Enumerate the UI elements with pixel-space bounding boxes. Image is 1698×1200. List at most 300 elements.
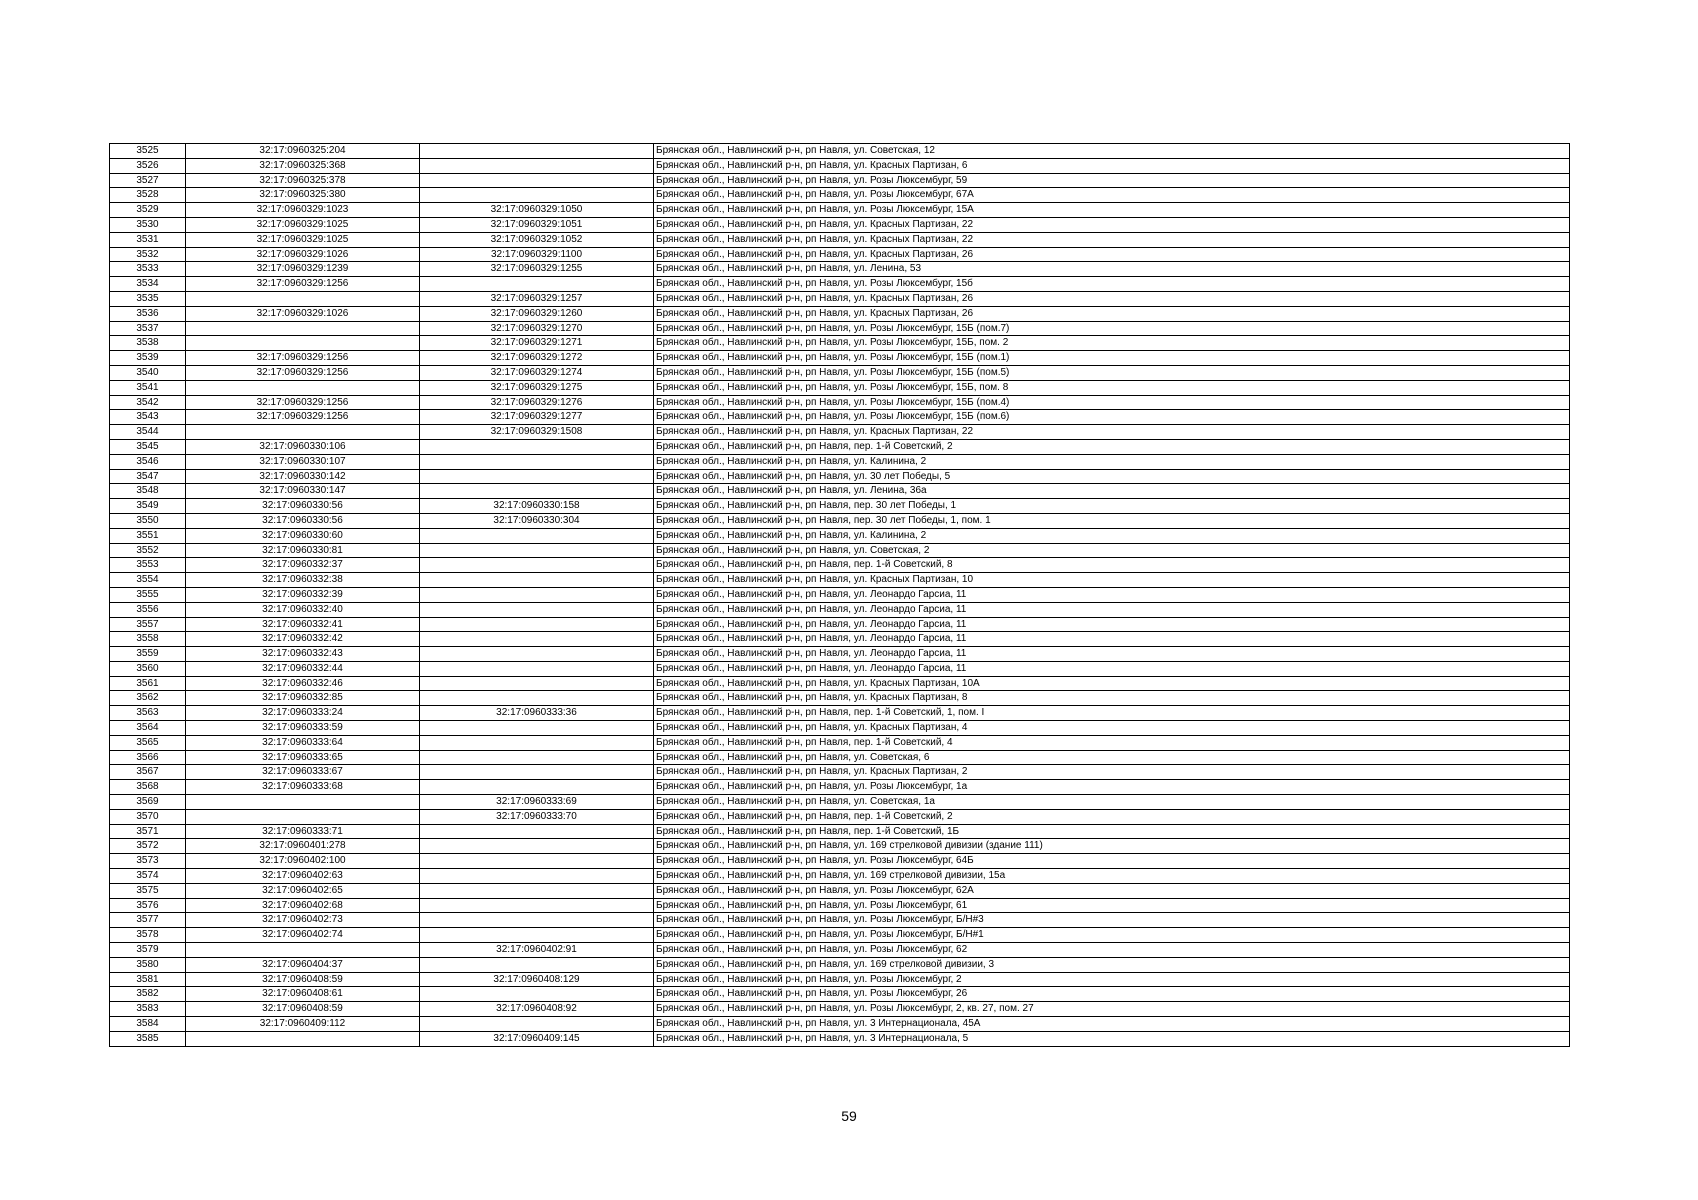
- property-registry-table: [109, 143, 1570, 1047]
- address-cell: Брянская обл., Навлинский р-н, рп Навля, ул. Советская, 1а: [654, 795, 1570, 810]
- row-number-cell: 3560: [110, 661, 186, 676]
- row-number-cell: 3561: [110, 676, 186, 691]
- table-row: [110, 647, 1570, 662]
- row-number-cell: 3538: [110, 336, 186, 351]
- table-row: [110, 173, 1570, 188]
- row-number-cell: 3577: [110, 913, 186, 928]
- row-number-cell: 3580: [110, 957, 186, 972]
- row-number-cell: 3566: [110, 750, 186, 765]
- cadastral-number-cell: 32:17:0960329:1256: [186, 351, 420, 366]
- table-row: [110, 735, 1570, 750]
- address-cell: Брянская обл., Навлинский р-н, рп Навля, ул. Розы Люксембург, 61: [654, 898, 1570, 913]
- linked-cadastral-number-cell: 32:17:0960329:1508: [420, 425, 654, 440]
- row-number-cell: 3539: [110, 351, 186, 366]
- cadastral-number-cell: 32:17:0960329:1023: [186, 203, 420, 218]
- table-row: [110, 809, 1570, 824]
- address-cell: Брянская обл., Навлинский р-н, рп Навля, ул. Советская, 2: [654, 543, 1570, 558]
- linked-cadastral-number-cell: 32:17:0960329:1274: [420, 365, 654, 380]
- table-row: [110, 869, 1570, 884]
- row-number-cell: 3529: [110, 203, 186, 218]
- table-row: [110, 676, 1570, 691]
- address-cell: Брянская обл., Навлинский р-н, рп Навля, ул. Розы Люксембург, 62А: [654, 883, 1570, 898]
- linked-cadastral-number-cell: 32:17:0960329:1260: [420, 306, 654, 321]
- cadastral-number-cell: [186, 380, 420, 395]
- address-cell: Брянская обл., Навлинский р-н, рп Навля, ул. 3 Интернационала, 5: [654, 1031, 1570, 1046]
- linked-cadastral-number-cell: 32:17:0960329:1051: [420, 217, 654, 232]
- row-number-cell: 3528: [110, 188, 186, 203]
- linked-cadastral-number-cell: 32:17:0960329:1275: [420, 380, 654, 395]
- table-row: [110, 558, 1570, 573]
- cadastral-number-cell: 32:17:0960408:59: [186, 1002, 420, 1017]
- row-number-cell: 3567: [110, 765, 186, 780]
- linked-cadastral-number-cell: 32:17:0960330:158: [420, 499, 654, 514]
- linked-cadastral-number-cell: [420, 158, 654, 173]
- linked-cadastral-number-cell: [420, 573, 654, 588]
- address-cell: Брянская обл., Навлинский р-н, рп Навля, ул. Ленина, 36а: [654, 484, 1570, 499]
- linked-cadastral-number-cell: 32:17:0960408:92: [420, 1002, 654, 1017]
- cadastral-number-cell: 32:17:0960332:40: [186, 602, 420, 617]
- row-number-cell: 3569: [110, 795, 186, 810]
- row-number-cell: 3551: [110, 528, 186, 543]
- address-cell: Брянская обл., Навлинский р-н, рп Навля, ул. Красных Партизан, 4: [654, 721, 1570, 736]
- linked-cadastral-number-cell: [420, 987, 654, 1002]
- address-cell: Брянская обл., Навлинский р-н, рп Навля, ул. Розы Люксембург, 15Б (пом.6): [654, 410, 1570, 425]
- linked-cadastral-number-cell: [420, 587, 654, 602]
- row-number-cell: 3584: [110, 1017, 186, 1032]
- linked-cadastral-number-cell: [420, 691, 654, 706]
- table-row: [110, 854, 1570, 869]
- row-number-cell: 3542: [110, 395, 186, 410]
- address-cell: Брянская обл., Навлинский р-н, рп Навля, ул. 169 стрелковой дивизии, 15а: [654, 869, 1570, 884]
- address-cell: Брянская обл., Навлинский р-н, рп Навля, ул. Советская, 6: [654, 750, 1570, 765]
- cadastral-number-cell: 32:17:0960325:380: [186, 188, 420, 203]
- address-cell: Брянская обл., Навлинский р-н, рп Навля, ул. Красных Партизан, 8: [654, 691, 1570, 706]
- address-cell: Брянская обл., Навлинский р-н, рп Навля, ул. Розы Люксембург, 2: [654, 972, 1570, 987]
- address-cell: Брянская обл., Навлинский р-н, рп Навля, ул. Розы Люксембург, 15А: [654, 203, 1570, 218]
- address-cell: Брянская обл., Навлинский р-н, рп Навля, ул. Красных Партизан, 26: [654, 306, 1570, 321]
- address-cell: Брянская обл., Навлинский р-н, рп Навля, ул. Розы Люксембург, 15б: [654, 277, 1570, 292]
- cadastral-number-cell: 32:17:0960402:100: [186, 854, 420, 869]
- linked-cadastral-number-cell: 32:17:0960329:1050: [420, 203, 654, 218]
- row-number-cell: 3535: [110, 291, 186, 306]
- row-number-cell: 3540: [110, 365, 186, 380]
- address-cell: Брянская обл., Навлинский р-н, рп Навля, ул. 3 Интернационала, 45А: [654, 1017, 1570, 1032]
- linked-cadastral-number-cell: [420, 558, 654, 573]
- cadastral-number-cell: 32:17:0960332:44: [186, 661, 420, 676]
- cadastral-number-cell: [186, 321, 420, 336]
- address-cell: Брянская обл., Навлинский р-н, рп Навля, пер. 1-й Советский, 8: [654, 558, 1570, 573]
- table-row: [110, 499, 1570, 514]
- cadastral-number-cell: 32:17:0960402:73: [186, 913, 420, 928]
- address-cell: Брянская обл., Навлинский р-н, рп Навля, ул. 169 стрелковой дивизии, 3: [654, 957, 1570, 972]
- address-cell: Брянская обл., Навлинский р-н, рп Навля, ул. Розы Люксембург, 15Б (пом.1): [654, 351, 1570, 366]
- address-cell: Брянская обл., Навлинский р-н, рп Навля, ул. Розы Люксембург, 15Б, пом. 2: [654, 336, 1570, 351]
- table-row: [110, 484, 1570, 499]
- table-row: [110, 336, 1570, 351]
- table-row: [110, 543, 1570, 558]
- cadastral-number-cell: 32:17:0960333:64: [186, 735, 420, 750]
- row-number-cell: 3541: [110, 380, 186, 395]
- row-number-cell: 3562: [110, 691, 186, 706]
- row-number-cell: 3578: [110, 928, 186, 943]
- linked-cadastral-number-cell: [420, 602, 654, 617]
- row-number-cell: 3525: [110, 144, 186, 159]
- row-number-cell: 3543: [110, 410, 186, 425]
- table-row: [110, 573, 1570, 588]
- table-row: [110, 957, 1570, 972]
- table-row: [110, 721, 1570, 736]
- row-number-cell: 3549: [110, 499, 186, 514]
- row-number-cell: 3573: [110, 854, 186, 869]
- row-number-cell: 3554: [110, 573, 186, 588]
- row-number-cell: 3563: [110, 706, 186, 721]
- address-cell: Брянская обл., Навлинский р-н, рп Навля, ул. Красных Партизан, 26: [654, 291, 1570, 306]
- linked-cadastral-number-cell: [420, 277, 654, 292]
- linked-cadastral-number-cell: [420, 913, 654, 928]
- address-cell: Брянская обл., Навлинский р-н, рп Навля, ул. Розы Люксембург, 62: [654, 943, 1570, 958]
- table-row: [110, 277, 1570, 292]
- table-row: [110, 513, 1570, 528]
- cadastral-number-cell: 32:17:0960332:46: [186, 676, 420, 691]
- table-row: [110, 262, 1570, 277]
- row-number-cell: 3537: [110, 321, 186, 336]
- linked-cadastral-number-cell: 32:17:0960333:69: [420, 795, 654, 810]
- cadastral-number-cell: 32:17:0960325:204: [186, 144, 420, 159]
- linked-cadastral-number-cell: [420, 469, 654, 484]
- address-cell: Брянская обл., Навлинский р-н, рп Навля, ул. Розы Люксембург, 64Б: [654, 854, 1570, 869]
- table-row: [110, 1002, 1570, 1017]
- linked-cadastral-number-cell: [420, 735, 654, 750]
- row-number-cell: 3526: [110, 158, 186, 173]
- address-cell: Брянская обл., Навлинский р-н, рп Навля, пер. 1-й Советский, 2: [654, 439, 1570, 454]
- cadastral-number-cell: 32:17:0960330:60: [186, 528, 420, 543]
- row-number-cell: 3570: [110, 809, 186, 824]
- address-cell: Брянская обл., Навлинский р-н, рп Навля, ул. Красных Партизан, 10: [654, 573, 1570, 588]
- cadastral-number-cell: 32:17:0960332:37: [186, 558, 420, 573]
- cadastral-number-cell: 32:17:0960330:107: [186, 454, 420, 469]
- row-number-cell: 3556: [110, 602, 186, 617]
- table-row: [110, 632, 1570, 647]
- address-cell: Брянская обл., Навлинский р-н, рп Навля, пер. 1-й Советский, 1, пом. I: [654, 706, 1570, 721]
- table-row: [110, 691, 1570, 706]
- linked-cadastral-number-cell: [420, 173, 654, 188]
- address-cell: Брянская обл., Навлинский р-н, рп Навля, ул. Розы Люксембург, 15Б, пом. 8: [654, 380, 1570, 395]
- cadastral-number-cell: 32:17:0960330:81: [186, 543, 420, 558]
- address-cell: Брянская обл., Навлинский р-н, рп Навля, ул. Розы Люксембург, 15Б (пом.4): [654, 395, 1570, 410]
- address-cell: Брянская обл., Навлинский р-н, рп Навля, ул. Красных Партизан, 6: [654, 158, 1570, 173]
- linked-cadastral-number-cell: [420, 765, 654, 780]
- cadastral-number-cell: 32:17:0960329:1025: [186, 217, 420, 232]
- address-cell: Брянская обл., Навлинский р-н, рп Навля, ул. Красных Партизан, 26: [654, 247, 1570, 262]
- linked-cadastral-number-cell: [420, 647, 654, 662]
- linked-cadastral-number-cell: 32:17:0960333:70: [420, 809, 654, 824]
- address-cell: Брянская обл., Навлинский р-н, рп Навля, ул. Розы Люксембург, 59: [654, 173, 1570, 188]
- linked-cadastral-number-cell: [420, 484, 654, 499]
- cadastral-number-cell: 32:17:0960329:1256: [186, 410, 420, 425]
- cadastral-number-cell: 32:17:0960333:71: [186, 824, 420, 839]
- table-row: [110, 765, 1570, 780]
- linked-cadastral-number-cell: [420, 898, 654, 913]
- table-row: [110, 321, 1570, 336]
- cadastral-number-cell: [186, 943, 420, 958]
- row-number-cell: 3583: [110, 1002, 186, 1017]
- row-number-cell: 3545: [110, 439, 186, 454]
- linked-cadastral-number-cell: [420, 839, 654, 854]
- row-number-cell: 3571: [110, 824, 186, 839]
- linked-cadastral-number-cell: 32:17:0960329:1255: [420, 262, 654, 277]
- cadastral-number-cell: [186, 1031, 420, 1046]
- linked-cadastral-number-cell: [420, 632, 654, 647]
- row-number-cell: 3547: [110, 469, 186, 484]
- cadastral-number-cell: 32:17:0960330:147: [186, 484, 420, 499]
- address-cell: Брянская обл., Навлинский р-н, рп Навля, пер. 30 лет Победы, 1: [654, 499, 1570, 514]
- table-row: [110, 602, 1570, 617]
- table-row: [110, 232, 1570, 247]
- row-number-cell: 3575: [110, 883, 186, 898]
- row-number-cell: 3536: [110, 306, 186, 321]
- address-cell: Брянская обл., Навлинский р-н, рп Навля, ул. Красных Партизан, 22: [654, 425, 1570, 440]
- table-row: [110, 839, 1570, 854]
- linked-cadastral-number-cell: [420, 854, 654, 869]
- cadastral-number-cell: 32:17:0960329:1256: [186, 277, 420, 292]
- cadastral-number-cell: 32:17:0960402:65: [186, 883, 420, 898]
- page-number: 59: [841, 1108, 857, 1124]
- cadastral-number-cell: 32:17:0960401:278: [186, 839, 420, 854]
- row-number-cell: 3546: [110, 454, 186, 469]
- linked-cadastral-number-cell: [420, 188, 654, 203]
- table-row: [110, 306, 1570, 321]
- linked-cadastral-number-cell: [420, 676, 654, 691]
- linked-cadastral-number-cell: [420, 144, 654, 159]
- table-row: [110, 1031, 1570, 1046]
- cadastral-number-cell: 32:17:0960329:1025: [186, 232, 420, 247]
- linked-cadastral-number-cell: [420, 528, 654, 543]
- table-row: [110, 587, 1570, 602]
- row-number-cell: 3559: [110, 647, 186, 662]
- linked-cadastral-number-cell: [420, 869, 654, 884]
- linked-cadastral-number-cell: [420, 454, 654, 469]
- row-number-cell: 3568: [110, 780, 186, 795]
- linked-cadastral-number-cell: [420, 824, 654, 839]
- address-cell: Брянская обл., Навлинский р-н, рп Навля, ул. Леонардо Гарсиа, 11: [654, 602, 1570, 617]
- registry-table-body: [110, 144, 1570, 1047]
- address-cell: Брянская обл., Навлинский р-н, рп Навля, ул. Красных Партизан, 10А: [654, 676, 1570, 691]
- address-cell: Брянская обл., Навлинский р-н, рп Навля, ул. Калинина, 2: [654, 454, 1570, 469]
- linked-cadastral-number-cell: [420, 721, 654, 736]
- address-cell: Брянская обл., Навлинский р-н, рп Навля, ул. Калинина, 2: [654, 528, 1570, 543]
- table-row: [110, 380, 1570, 395]
- address-cell: Брянская обл., Навлинский р-н, рп Навля, ул. Красных Партизан, 22: [654, 232, 1570, 247]
- address-cell: Брянская обл., Навлинский р-н, рп Навля, ул. Красных Партизан, 22: [654, 217, 1570, 232]
- table-row: [110, 247, 1570, 262]
- table-row: [110, 913, 1570, 928]
- row-number-cell: 3572: [110, 839, 186, 854]
- address-cell: Брянская обл., Навлинский р-н, рп Навля, пер. 1-й Советский, 2: [654, 809, 1570, 824]
- linked-cadastral-number-cell: 32:17:0960329:1270: [420, 321, 654, 336]
- cadastral-number-cell: 32:17:0960329:1026: [186, 247, 420, 262]
- linked-cadastral-number-cell: [420, 617, 654, 632]
- address-cell: Брянская обл., Навлинский р-н, рп Навля, ул. Розы Люксембург, Б/Н#3: [654, 913, 1570, 928]
- table-row: [110, 706, 1570, 721]
- cadastral-number-cell: 32:17:0960402:68: [186, 898, 420, 913]
- linked-cadastral-number-cell: 32:17:0960329:1100: [420, 247, 654, 262]
- address-cell: Брянская обл., Навлинский р-н, рп Навля, ул. Розы Люксембург, 2, кв. 27, пом. 27: [654, 1002, 1570, 1017]
- linked-cadastral-number-cell: 32:17:0960408:129: [420, 972, 654, 987]
- address-cell: Брянская обл., Навлинский р-н, рп Навля, пер. 1-й Советский, 4: [654, 735, 1570, 750]
- row-number-cell: 3585: [110, 1031, 186, 1046]
- table-row: [110, 824, 1570, 839]
- address-cell: Брянская обл., Навлинский р-н, рп Навля, ул. Розы Люксембург, 26: [654, 987, 1570, 1002]
- address-cell: Брянская обл., Навлинский р-н, рп Навля, ул. Розы Люксембург, 15Б (пом.7): [654, 321, 1570, 336]
- address-cell: Брянская обл., Навлинский р-н, рп Навля, ул. Леонардо Гарсиа, 11: [654, 661, 1570, 676]
- address-cell: Брянская обл., Навлинский р-н, рп Навля, ул. Леонардо Гарсиа, 11: [654, 587, 1570, 602]
- linked-cadastral-number-cell: 32:17:0960329:1277: [420, 410, 654, 425]
- cadastral-number-cell: [186, 291, 420, 306]
- row-number-cell: 3534: [110, 277, 186, 292]
- row-number-cell: 3582: [110, 987, 186, 1002]
- cadastral-number-cell: 32:17:0960408:59: [186, 972, 420, 987]
- cadastral-number-cell: 32:17:0960408:61: [186, 987, 420, 1002]
- linked-cadastral-number-cell: 32:17:0960329:1271: [420, 336, 654, 351]
- cadastral-number-cell: 32:17:0960329:1256: [186, 365, 420, 380]
- linked-cadastral-number-cell: [420, 883, 654, 898]
- table-row: [110, 351, 1570, 366]
- linked-cadastral-number-cell: [420, 957, 654, 972]
- table-row: [110, 188, 1570, 203]
- row-number-cell: 3548: [110, 484, 186, 499]
- linked-cadastral-number-cell: 32:17:0960333:36: [420, 706, 654, 721]
- address-cell: Брянская обл., Навлинский р-н, рп Навля, ул. Леонардо Гарсиа, 11: [654, 617, 1570, 632]
- address-cell: Брянская обл., Навлинский р-н, рп Навля, ул. Розы Люксембург, 1а: [654, 780, 1570, 795]
- linked-cadastral-number-cell: [420, 1017, 654, 1032]
- address-cell: Брянская обл., Навлинский р-н, рп Навля, ул. Ленина, 53: [654, 262, 1570, 277]
- cadastral-number-cell: 32:17:0960402:63: [186, 869, 420, 884]
- row-number-cell: 3527: [110, 173, 186, 188]
- address-cell: Брянская обл., Навлинский р-н, рп Навля, ул. Розы Люксембург, 67А: [654, 188, 1570, 203]
- table-row: [110, 661, 1570, 676]
- row-number-cell: 3564: [110, 721, 186, 736]
- cadastral-number-cell: [186, 425, 420, 440]
- linked-cadastral-number-cell: 32:17:0960329:1052: [420, 232, 654, 247]
- linked-cadastral-number-cell: 32:17:0960402:91: [420, 943, 654, 958]
- address-cell: Брянская обл., Навлинский р-н, рп Навля, пер. 30 лет Победы, 1, пом. 1: [654, 513, 1570, 528]
- linked-cadastral-number-cell: [420, 928, 654, 943]
- cadastral-number-cell: 32:17:0960330:56: [186, 499, 420, 514]
- row-number-cell: 3533: [110, 262, 186, 277]
- table-row: [110, 972, 1570, 987]
- linked-cadastral-number-cell: 32:17:0960329:1257: [420, 291, 654, 306]
- cadastral-number-cell: 32:17:0960333:24: [186, 706, 420, 721]
- table-row: [110, 410, 1570, 425]
- row-number-cell: 3574: [110, 869, 186, 884]
- table-row: [110, 439, 1570, 454]
- cadastral-number-cell: 32:17:0960332:43: [186, 647, 420, 662]
- table-row: [110, 928, 1570, 943]
- table-row: [110, 395, 1570, 410]
- linked-cadastral-number-cell: 32:17:0960330:304: [420, 513, 654, 528]
- table-row: [110, 943, 1570, 958]
- row-number-cell: 3553: [110, 558, 186, 573]
- linked-cadastral-number-cell: 32:17:0960329:1272: [420, 351, 654, 366]
- row-number-cell: 3565: [110, 735, 186, 750]
- linked-cadastral-number-cell: [420, 780, 654, 795]
- table-row: [110, 291, 1570, 306]
- cadastral-number-cell: 32:17:0960332:41: [186, 617, 420, 632]
- table-row: [110, 425, 1570, 440]
- cadastral-number-cell: 32:17:0960325:378: [186, 173, 420, 188]
- row-number-cell: 3581: [110, 972, 186, 987]
- table-row: [110, 987, 1570, 1002]
- address-cell: Брянская обл., Навлинский р-н, рп Навля, ул. Розы Люксембург, 15Б (пом.5): [654, 365, 1570, 380]
- cadastral-number-cell: [186, 336, 420, 351]
- cadastral-number-cell: 32:17:0960332:42: [186, 632, 420, 647]
- table-row: [110, 528, 1570, 543]
- address-cell: Брянская обл., Навлинский р-н, рп Навля, ул. Леонардо Гарсиа, 11: [654, 632, 1570, 647]
- address-cell: Брянская обл., Навлинский р-н, рп Навля, пер. 1-й Советский, 1Б: [654, 824, 1570, 839]
- address-cell: Брянская обл., Навлинский р-н, рп Навля, ул. Красных Партизан, 2: [654, 765, 1570, 780]
- table-row: [110, 454, 1570, 469]
- table-row: [110, 617, 1570, 632]
- cadastral-number-cell: 32:17:0960333:59: [186, 721, 420, 736]
- cadastral-number-cell: [186, 809, 420, 824]
- address-cell: Брянская обл., Навлинский р-н, рп Навля, ул. 169 стрелковой дивизии (здание 111): [654, 839, 1570, 854]
- linked-cadastral-number-cell: [420, 661, 654, 676]
- row-number-cell: 3557: [110, 617, 186, 632]
- table-row: [110, 795, 1570, 810]
- row-number-cell: 3579: [110, 943, 186, 958]
- table-row: [110, 898, 1570, 913]
- table-row: [110, 883, 1570, 898]
- cadastral-number-cell: 32:17:0960332:39: [186, 587, 420, 602]
- cadastral-number-cell: 32:17:0960330:56: [186, 513, 420, 528]
- cadastral-number-cell: 32:17:0960332:38: [186, 573, 420, 588]
- cadastral-number-cell: 32:17:0960329:1026: [186, 306, 420, 321]
- cadastral-number-cell: 32:17:0960402:74: [186, 928, 420, 943]
- table-row: [110, 469, 1570, 484]
- cadastral-number-cell: 32:17:0960329:1256: [186, 395, 420, 410]
- row-number-cell: 3558: [110, 632, 186, 647]
- address-cell: Брянская обл., Навлинский р-н, рп Навля, ул. Леонардо Гарсиа, 11: [654, 647, 1570, 662]
- row-number-cell: 3576: [110, 898, 186, 913]
- cadastral-number-cell: 32:17:0960325:368: [186, 158, 420, 173]
- address-cell: Брянская обл., Навлинский р-н, рп Навля, ул. Розы Люксембург, Б/Н#1: [654, 928, 1570, 943]
- address-cell: Брянская обл., Навлинский р-н, рп Навля, ул. 30 лет Победы, 5: [654, 469, 1570, 484]
- table-row: [110, 144, 1570, 159]
- cadastral-number-cell: 32:17:0960333:68: [186, 780, 420, 795]
- row-number-cell: 3532: [110, 247, 186, 262]
- cadastral-number-cell: [186, 795, 420, 810]
- cadastral-number-cell: 32:17:0960333:67: [186, 765, 420, 780]
- linked-cadastral-number-cell: [420, 750, 654, 765]
- table-row: [110, 158, 1570, 173]
- table-row: [110, 780, 1570, 795]
- row-number-cell: 3544: [110, 425, 186, 440]
- address-cell: Брянская обл., Навлинский р-н, рп Навля, ул. Советская, 12: [654, 144, 1570, 159]
- cadastral-number-cell: 32:17:0960330:106: [186, 439, 420, 454]
- row-number-cell: 3555: [110, 587, 186, 602]
- row-number-cell: 3552: [110, 543, 186, 558]
- cadastral-number-cell: 32:17:0960404:37: [186, 957, 420, 972]
- cadastral-number-cell: 32:17:0960333:65: [186, 750, 420, 765]
- linked-cadastral-number-cell: [420, 543, 654, 558]
- row-number-cell: 3550: [110, 513, 186, 528]
- cadastral-number-cell: 32:17:0960330:142: [186, 469, 420, 484]
- cadastral-number-cell: 32:17:0960409:112: [186, 1017, 420, 1032]
- cadastral-number-cell: 32:17:0960332:85: [186, 691, 420, 706]
- table-row: [110, 365, 1570, 380]
- row-number-cell: 3531: [110, 232, 186, 247]
- table-row: [110, 203, 1570, 218]
